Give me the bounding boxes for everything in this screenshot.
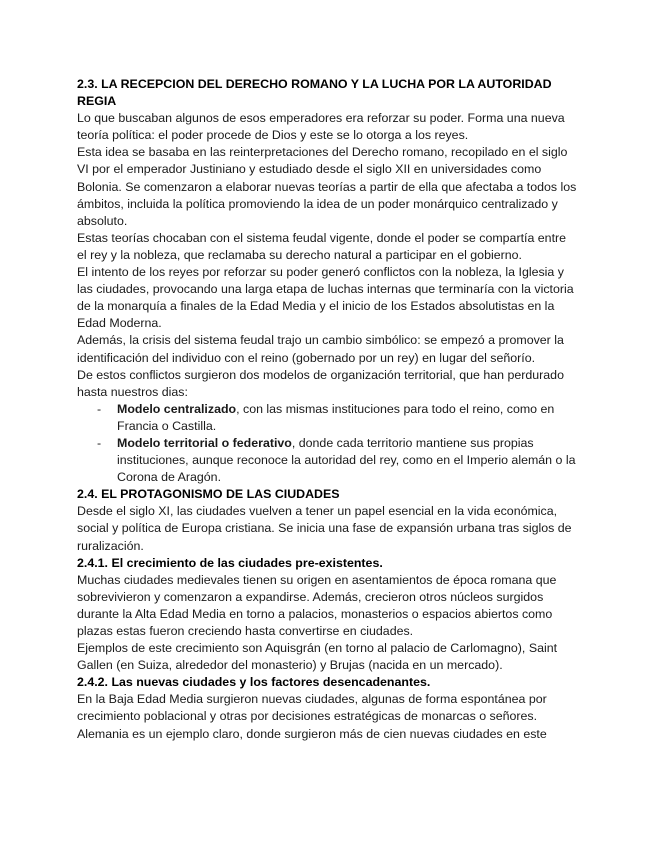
paragraph: Esta idea se basaba en las reinterpretaciones del Derecho romano, recopilado en el siglo VI por el emperador Justiniano y estudiado desde el siglo XII en universidades como Bolonia. Se comenzaron a elaborar nuevas teorías a partir de ella que afectaba a todos los ámbitos, incluida la política promoviendo la idea de un poder monárquico centralizado y absoluto. (77, 145, 577, 228)
paragraph: Además, la crisis del sistema feudal trajo un cambio simbólico: se empezó a promover la identificación del individuo con el reino (gobernado por un rey) en lugar del señorío. (77, 333, 564, 365)
paragraph: Desde el siglo XI, las ciudades vuelven a tener un papel esencial en la vida económica, social y política de Europa cristiana. Se inicia una fase de expansión urbana tras siglos de ruralización. (77, 504, 572, 553)
section-heading-2-4-2: 2.4.2. Las nuevas ciudades y los factores desencadenantes. (77, 675, 431, 690)
paragraph: De estos conflictos surgieron dos modelos de organización territorial, que han perdurado hasta nuestros dias: (77, 367, 564, 399)
paragraph: Muchas ciudades medievales tienen su origen en asentamientos de época romana que sobrevivieron y comenzaron a expandirse. Además, crecieron otros núcleos surgidos durante la Alta Edad Media en torno a palacios, monasterios o espacios abiertos como plazas estas fueron creciendo hasta convertirse en ciudades. (77, 572, 557, 638)
territorial-models-list (77, 401, 579, 486)
paragraph: Ejemplos de este crecimiento son Aquisgrán (en torno al palacio de Carlomagno), Saint Gallen (en Suiza, alrededor del monasterio) y Brujas (nacida en un mercado). (77, 641, 558, 673)
section-heading-2-3: 2.3. LA RECEPCION DEL DERECHO ROMANO Y LA LUCHA POR LA AUTORIDAD REGIA (77, 77, 552, 109)
paragraph: En la Baja Edad Media surgieron nuevas ciudades, algunas de forma espontánea por crecimiento poblacional y otras por decisiones estratégicas de monarcas o señores. (77, 692, 547, 724)
list-item-term: Modelo centralizado (117, 401, 237, 416)
list-item-text: , con las mismas instituciones para todo el reino, como en Francia o Castilla. (117, 401, 555, 433)
document-page (77, 76, 579, 743)
list-item (117, 435, 579, 486)
paragraph: El intento de los reyes por reforzar su poder generó conflictos con la nobleza, la Iglesia y las ciudades, provocando una larga etapa de luchas internas que terminaría con la victoria de la monarquía a finales de la Edad Media y el inicio de los Estados absolutistas en la Edad Moderna. (77, 265, 574, 331)
list-item-text: , donde cada territorio mantiene sus propias instituciones, aunque reconoce la autoridad del rey, como en el Imperio alemán o la Corona de Aragón. (117, 435, 576, 485)
paragraph: Estas teorías chocaban con el sistema feudal vigente, donde el poder se compartía entre el rey y la nobleza, que reclamaba su derecho natural a participar en el gobierno. (77, 230, 567, 262)
list-item (117, 401, 579, 435)
paragraph: Lo que buscaban algunos de esos emperadores era reforzar su poder. Forma una nueva teoría política: el poder procede de Dios y este se lo otorga a los reyes. (77, 111, 565, 143)
paragraph: Alemania es un ejemplo claro, donde surgieron más de cien nuevas ciudades en este (77, 726, 547, 741)
list-item-term: Modelo territorial o federativo (117, 435, 292, 450)
section-heading-2-4-1: 2.4.1. El crecimiento de las ciudades pre-existentes. (77, 555, 383, 570)
section-heading-2-4: 2.4. EL PROTAGONISMO DE LAS CIUDADES (77, 487, 340, 502)
